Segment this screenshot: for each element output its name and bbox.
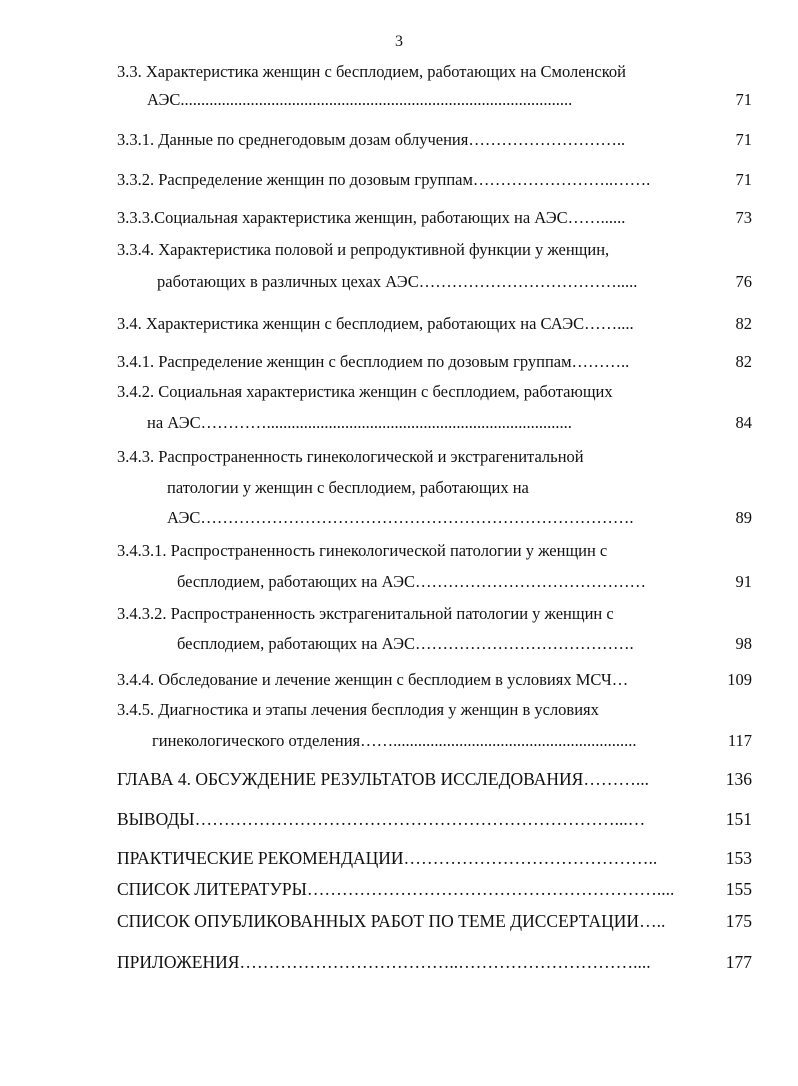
- toc-entry-chapter-4: [0, 767, 798, 791]
- page-number: 3: [395, 33, 403, 50]
- toc-entry-3-4-3-1-line1: [0, 539, 798, 563]
- toc-entry-3-3-4-line2: [0, 270, 798, 294]
- toc-entry-text: гинекологического отделения……...........................................................: [152, 731, 637, 750]
- toc-page-number: 82: [735, 352, 752, 371]
- toc-page-number: 109: [727, 670, 752, 689]
- toc-entry-text: АЭС...............................................................................................: [147, 90, 573, 109]
- toc-entry-3-4-5-line2: [0, 729, 798, 753]
- toc-page-number: 71: [735, 130, 752, 149]
- toc-entry-text: 3.4.2. Социальная характеристика женщин с бесплодием, работающих: [117, 382, 613, 401]
- toc-entry-text: 3.3.2. Распределение женщин по дозовым группам……………………..…….: [117, 170, 651, 189]
- toc-entry-recommendations: [0, 846, 798, 870]
- toc-entry-text: бесплодием, работающих на АЭС………………………………….: [177, 634, 634, 653]
- toc-page-number: 98: [735, 634, 752, 653]
- toc-entry-appendices: [0, 950, 798, 974]
- toc-entry-text: СПИСОК ОПУБЛИКОВАННЫХ РАБОТ ПО ТЕМЕ ДИССЕРТАЦИИ…..: [117, 911, 666, 931]
- toc-entry-text: 3.4.5. Диагностика и этапы лечения бесплодия у женщин в условиях: [117, 700, 599, 719]
- toc-entry-text: патологии у женщин с бесплодием, работающих на: [167, 478, 529, 497]
- toc-page-number: 151: [725, 809, 752, 829]
- toc-entry-text: 3.4.1. Распределение женщин с бесплодием по дозовым группам………..: [117, 352, 630, 371]
- toc-entry-3-4-4: [0, 668, 798, 692]
- toc-entry-conclusions: [0, 807, 798, 831]
- toc-entry-text: СПИСОК ЛИТЕРАТУРЫ……………………………………………………....: [117, 879, 675, 899]
- toc-entry-text: ГЛАВА 4. ОБСУЖДЕНИЕ РЕЗУЛЬТАТОВ ИССЛЕДОВАНИЯ………...: [117, 769, 649, 789]
- toc-entry-3-3-4-line1: [0, 238, 798, 262]
- toc-page-number: 82: [735, 314, 752, 333]
- toc-page-number: 84: [735, 413, 752, 432]
- toc-entry-3-3-line1: [0, 60, 798, 84]
- toc-entry-text: ВЫВОДЫ………………………………………………………………...…: [117, 809, 646, 829]
- toc-entry-text: 3.3.1. Данные по среднегодовым дозам облучения………………………..: [117, 130, 626, 149]
- toc-entry-text: 3.3.3.Социальная характеристика женщин, работающих на АЭС……......: [117, 208, 626, 227]
- toc-entry-3-3-2: [0, 168, 798, 192]
- toc-entry-text: ПРИЛОЖЕНИЯ………………………………..…………………………....: [117, 952, 651, 972]
- toc-entry-3-4-3-line1: [0, 445, 798, 469]
- toc-entry-3-3-1: [0, 128, 798, 152]
- toc-entry-3-4: [0, 312, 798, 336]
- toc-entry-3-4-2-line2: [0, 411, 798, 435]
- toc-entry-3-4-3-2-line2: [0, 632, 798, 656]
- toc-entry-3-4-1: [0, 350, 798, 374]
- toc-page-number: 153: [725, 848, 752, 868]
- toc-entry-references: [0, 877, 798, 901]
- toc-entry-3-4-2-line1: [0, 380, 798, 404]
- toc-page-number: 155: [725, 879, 752, 899]
- toc-entry-text: 3.3. Характеристика женщин с бесплодием, работающих на Смоленской: [117, 62, 626, 81]
- toc-entry-text: 3.4. Характеристика женщин с бесплодием, работающих на САЭС……....: [117, 314, 634, 333]
- toc-entry-3-3-3: [0, 206, 798, 230]
- toc-entry-text: 3.4.3. Распространенность гинекологической и экстрагенитальной: [117, 447, 584, 466]
- toc-entry-3-4-5-line1: [0, 698, 798, 722]
- toc-entry-3-4-3-line3: [0, 506, 798, 530]
- toc-entry-text: 3.3.4. Характеристика половой и репродуктивной функции у женщин,: [117, 240, 610, 259]
- toc-page-number: 117: [727, 731, 752, 750]
- toc-entry-text: 3.4.4. Обследование и лечение женщин с бесплодием в условиях МСЧ…: [117, 670, 629, 689]
- toc-entry-text: бесплодием, работающих на АЭС……………………………………: [177, 572, 646, 591]
- toc-page-number: 175: [725, 911, 752, 931]
- toc-entry-3-4-3-1-line2: [0, 570, 798, 594]
- toc-entry-text: АЭС…………………………………………………………………….: [167, 508, 634, 527]
- toc-entry-text: 3.4.3.1. Распространенность гинекологической патологии у женщин с: [117, 541, 608, 560]
- toc-page-number: 136: [725, 769, 752, 789]
- toc-page-number: 91: [735, 572, 752, 591]
- toc-page-number: 89: [735, 508, 752, 527]
- toc-entry-text: работающих в различных цехах АЭС……………………………….....: [157, 272, 638, 291]
- toc-page-number: 76: [735, 272, 752, 291]
- toc-entry-3-4-3-line2: [0, 476, 798, 500]
- toc-entry-publications: [0, 909, 798, 933]
- toc-page-number: 73: [735, 208, 752, 227]
- toc-entry-text: 3.4.3.2. Распространенность экстрагенитальной патологии у женщин с: [117, 604, 614, 623]
- toc-page-number: 177: [725, 952, 752, 972]
- toc-page-number: 71: [735, 90, 752, 109]
- toc-entry-text: ПРАКТИЧЕСКИЕ РЕКОМЕНДАЦИИ……………………………………..: [117, 848, 658, 868]
- toc-entry-text: на АЭС…………..........................................................................: [147, 413, 572, 432]
- toc-entry-3-4-3-2-line1: [0, 602, 798, 626]
- toc-page-number: 71: [735, 170, 752, 189]
- toc-entry-3-3-line2: [0, 88, 798, 112]
